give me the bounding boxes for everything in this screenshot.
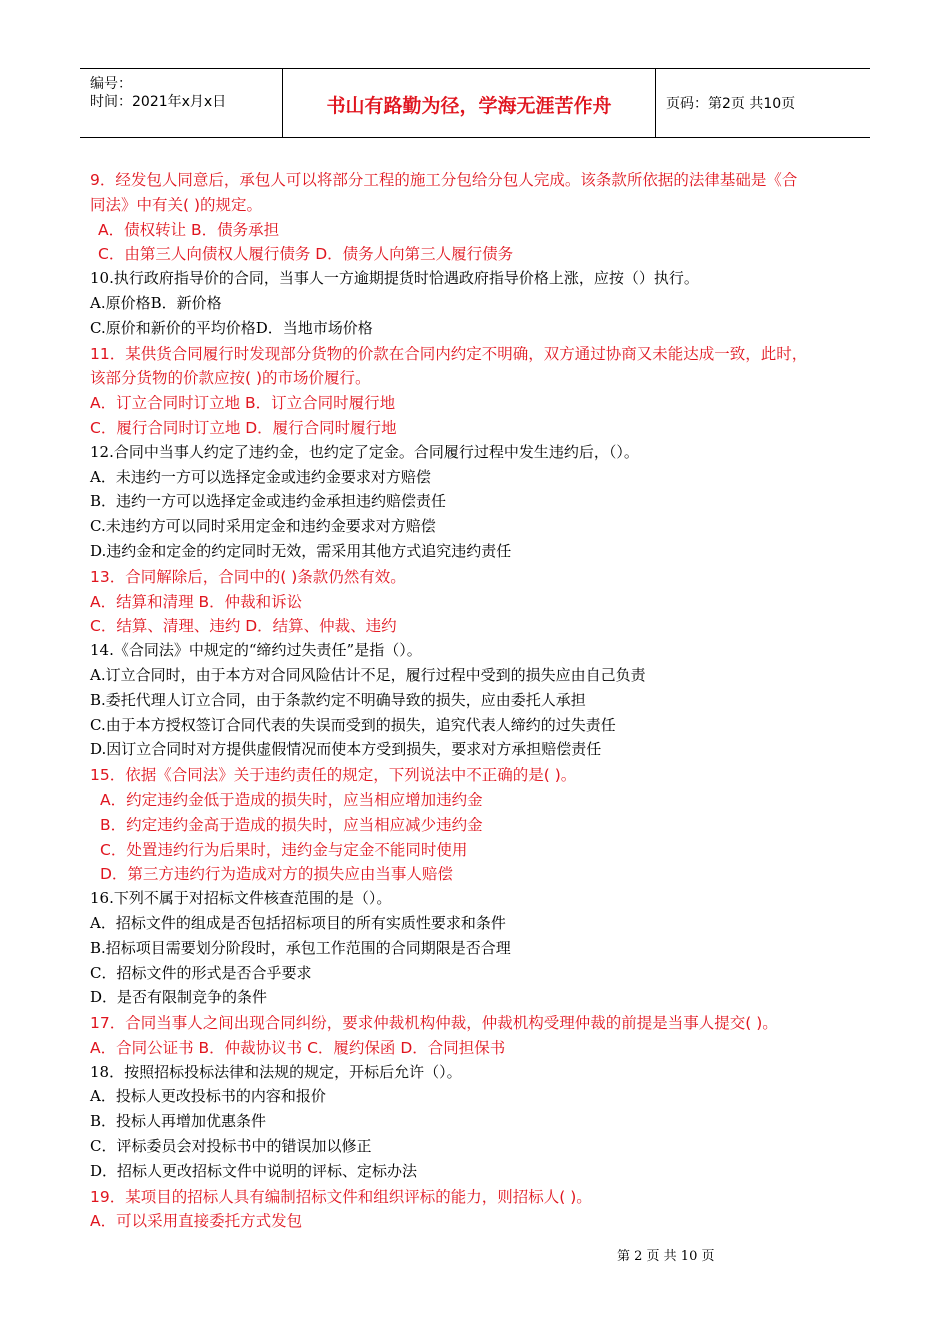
highlighted-question-line: C．由第三人向债权人履行债务 D．债务人向第三人履行债务 xyxy=(98,245,514,264)
header-meta-cell xyxy=(80,69,282,137)
highlighted-question-line: D．第三方违约行为造成对方的损失应由当事人赔偿 xyxy=(100,865,453,884)
highlighted-question-line: A．可以采用直接委托方式发包 xyxy=(90,1212,303,1231)
question-line: C.原价和新价的平均价格D．当地市场价格 xyxy=(90,318,373,337)
question-line: 14.《合同法》中规定的“缔约过失责任”是指（）。 xyxy=(90,641,422,660)
question-line: 16.下列不属于对招标文件核查范围的是（）。 xyxy=(90,889,392,908)
question-line: B．违约一方可以选择定金或违约金承担违约赔偿责任 xyxy=(90,492,447,511)
page-footer: 第 2 页 共 10 页 xyxy=(617,1249,715,1264)
question-list xyxy=(90,168,880,1234)
highlighted-question-line: 17．合同当事人之间出现合同纠纷，要求仲裁机构仲裁，仲裁机构受理仲裁的前提是当事人提交( )。 xyxy=(90,1014,778,1033)
highlighted-question-line: 15．依据《合同法》关于违约责任的规定，下列说法中不正确的是( )。 xyxy=(90,766,577,785)
question-line: B.招标项目需要划分阶段时，承包工作范围的合同期限是否合理 xyxy=(90,938,511,957)
highlighted-question-line: 该部分货物的价款应按( )的市场价履行。 xyxy=(90,369,371,388)
page-header xyxy=(80,68,870,138)
question-line: D.因订立合同时对方提供虚假情况而使本方受到损失，要求对方承担赔偿责任 xyxy=(90,740,602,759)
question-line: D.违约金和定金的约定同时无效，需采用其他方式追究违约责任 xyxy=(90,541,512,560)
question-line: B.委托代理人订立合同，由于条款约定不明确导致的损失，应由委托人承担 xyxy=(90,690,586,709)
highlighted-question-line: 13．合同解除后，合同中的( )条款仍然有效。 xyxy=(90,567,406,586)
header-motto-cell xyxy=(282,69,656,137)
header-motto: 书山有路勤为径，学海无涯苦作舟 xyxy=(326,95,612,117)
highlighted-question-line: C．处置违约行为后果时，违约金与定金不能同时使用 xyxy=(100,840,468,859)
highlighted-question-line: A．结算和清理 B．仲裁和诉讼 xyxy=(90,592,303,611)
question-line: D．招标人更改招标文件中说明的评标、定标办法 xyxy=(90,1161,418,1180)
highlighted-question-line: A．订立合同时订立地 B．订立合同时履行地 xyxy=(90,394,396,413)
question-line: A．招标文件的组成是否包括招标项目的所有实质性要求和条件 xyxy=(90,913,506,932)
highlighted-question-line: A．约定违约金低于造成的损失时，应当相应增加违约金 xyxy=(100,790,483,809)
question-line: A.原价格B．新价格 xyxy=(90,293,222,312)
document-time-label: 时间：2021年x月x日 xyxy=(90,94,227,110)
document-number-label: 编号： xyxy=(90,76,132,92)
highlighted-question-line: A．债权转让 B．债务承担 xyxy=(98,220,280,239)
question-line: D．是否有限制竞争的条件 xyxy=(90,988,268,1007)
highlighted-question-line: B．约定违约金高于造成的损失时，应当相应减少违约金 xyxy=(100,815,483,834)
highlighted-question-line: C．结算、清理、违约 D．结算、仲裁、违约 xyxy=(90,617,397,636)
question-line: A．投标人更改投标书的内容和报价 xyxy=(90,1087,326,1106)
highlighted-question-line: 19．某项目的招标人具有编制招标文件和组织评标的能力，则招标人( )。 xyxy=(90,1187,592,1206)
question-line: 12.合同中当事人约定了违约金，也约定了定金。合同履行过程中发生违约后，（）。 xyxy=(90,442,639,461)
question-line: 10.执行政府指导价的合同，当事人一方逾期提货时恰遇政府指导价格上涨，应按（）执行。 xyxy=(90,269,699,288)
question-line: C．招标文件的形式是否合乎要求 xyxy=(90,963,312,982)
highlighted-question-line: A．合同公证书 B．仲裁协议书 C．履约保函 D．合同担保书 xyxy=(90,1038,506,1057)
question-line: 18．按照招标投标法律和法规的规定，开标后允许（）。 xyxy=(90,1062,462,1081)
highlighted-question-line: 9．经发包人同意后，承包人可以将部分工程的施工分包给分包人完成。该条款所依据的法律基础是《合 xyxy=(90,171,798,189)
question-line: C.未违约方可以同时采用定金和违约金要求对方赔偿 xyxy=(90,517,436,536)
highlighted-question-line: 同法》中有关( )的规定。 xyxy=(90,195,263,214)
header-page-cell xyxy=(656,69,870,137)
question-line: B．投标人再增加优惠条件 xyxy=(90,1112,267,1131)
question-line: A．未违约一方可以选择定金或违约金要求对方赔偿 xyxy=(90,467,431,486)
highlighted-question-line: 11．某供货合同履行时发现部分货物的价款在合同内约定不明确，双方通过协商又未能达成一致，此时， xyxy=(90,344,808,363)
question-line: A.订立合同时，由于本方对合同风险估计不足，履行过程中受到的损失应由自己负责 xyxy=(90,665,646,684)
question-line: C.由于本方授权签订合同代表的失误而受到的损失，追究代表人缔约的过失责任 xyxy=(90,715,616,734)
question-line: C．评标委员会对投标书中的错误加以修正 xyxy=(90,1137,372,1156)
header-page-info: 页码：第2页 共10页 xyxy=(666,96,796,112)
highlighted-question-line: C．履行合同时订立地 D．履行合同时履行地 xyxy=(90,418,397,437)
